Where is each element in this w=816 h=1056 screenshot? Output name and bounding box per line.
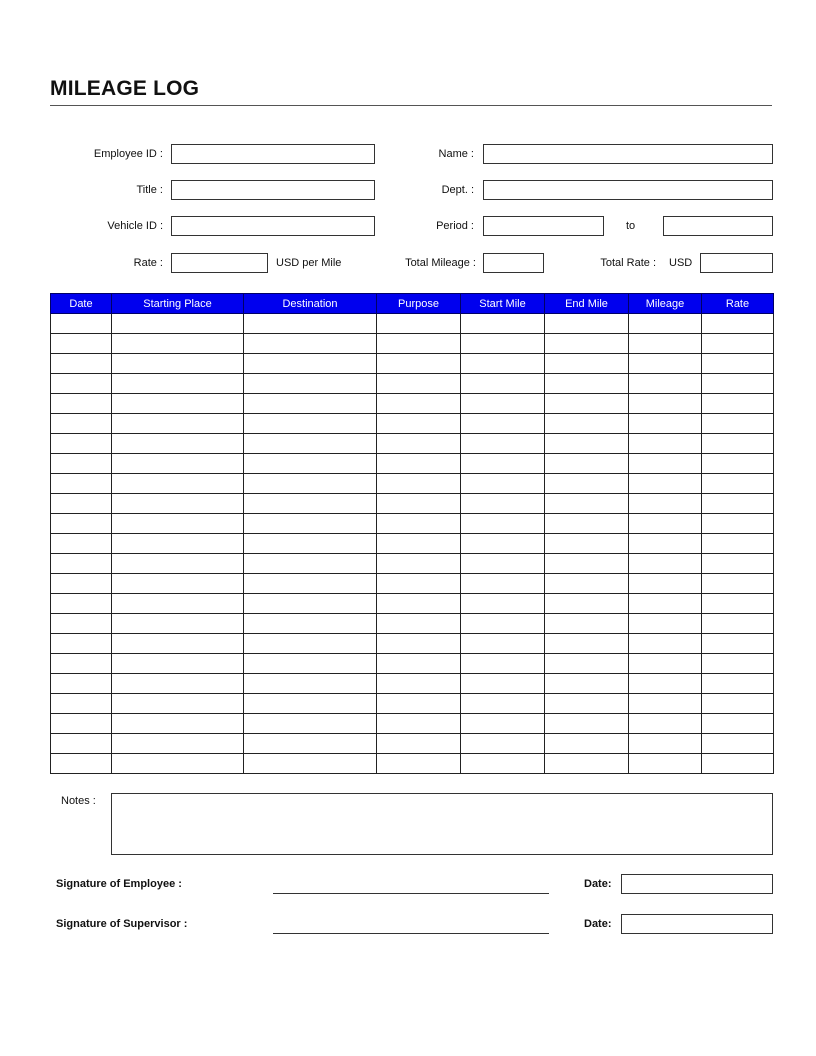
table-cell[interactable]: [51, 554, 112, 574]
table-cell[interactable]: [51, 414, 112, 434]
table-cell[interactable]: [545, 754, 629, 774]
table-cell[interactable]: [377, 614, 461, 634]
column-header-start-mile: Start Mile: [461, 294, 545, 314]
table-cell[interactable]: [377, 394, 461, 414]
table-cell[interactable]: [112, 534, 244, 554]
table-cell[interactable]: [461, 514, 545, 534]
table-cell[interactable]: [244, 654, 377, 674]
table-cell[interactable]: [629, 474, 702, 494]
table-row: [51, 694, 774, 714]
table-cell[interactable]: [244, 474, 377, 494]
table-cell[interactable]: [629, 734, 702, 754]
table-cell[interactable]: [702, 554, 774, 574]
table-cell[interactable]: [702, 534, 774, 554]
table-cell[interactable]: [244, 534, 377, 554]
table-row: [51, 514, 774, 534]
table-cell[interactable]: [629, 614, 702, 634]
table-cell[interactable]: [112, 694, 244, 714]
table-cell[interactable]: [51, 594, 112, 614]
rate-field[interactable]: [171, 253, 268, 273]
table-cell[interactable]: [629, 354, 702, 374]
table-cell[interactable]: [461, 614, 545, 634]
table-cell[interactable]: [112, 634, 244, 654]
period-end-field[interactable]: [663, 216, 773, 236]
table-cell[interactable]: [545, 594, 629, 614]
table-cell[interactable]: [702, 494, 774, 514]
table-cell[interactable]: [377, 534, 461, 554]
title-field[interactable]: [171, 180, 375, 200]
table-row: [51, 654, 774, 674]
table-cell[interactable]: [377, 754, 461, 774]
table-row: [51, 714, 774, 734]
table-cell[interactable]: [244, 554, 377, 574]
table-cell[interactable]: [545, 354, 629, 374]
employee-signature-line[interactable]: [273, 893, 549, 894]
employee-signature-label: Signature of Employee :: [56, 878, 182, 890]
period-to-label: to: [626, 220, 636, 232]
table-cell[interactable]: [702, 374, 774, 394]
table-cell[interactable]: [377, 554, 461, 574]
table-cell[interactable]: [51, 354, 112, 374]
table-cell[interactable]: [702, 474, 774, 494]
table-cell[interactable]: [545, 394, 629, 414]
table-cell[interactable]: [112, 714, 244, 734]
table-cell[interactable]: [545, 454, 629, 474]
table-cell[interactable]: [702, 754, 774, 774]
rate-label: Rate :: [133, 257, 163, 269]
table-row: [51, 474, 774, 494]
table-cell[interactable]: [629, 494, 702, 514]
table-cell[interactable]: [461, 454, 545, 474]
table-row: [51, 334, 774, 354]
table-cell[interactable]: [244, 434, 377, 454]
table-cell[interactable]: [461, 714, 545, 734]
table-cell[interactable]: [629, 654, 702, 674]
title-divider: [50, 105, 772, 106]
table-cell[interactable]: [377, 634, 461, 654]
table-cell[interactable]: [461, 474, 545, 494]
table-cell[interactable]: [545, 574, 629, 594]
table-cell[interactable]: [461, 594, 545, 614]
table-cell[interactable]: [112, 394, 244, 414]
table-cell[interactable]: [629, 634, 702, 654]
employee-date-label: Date:: [584, 878, 612, 890]
table-cell[interactable]: [702, 334, 774, 354]
table-cell[interactable]: [377, 414, 461, 434]
table-cell[interactable]: [51, 574, 112, 594]
table-row: [51, 594, 774, 614]
table-cell[interactable]: [112, 314, 244, 334]
table-cell[interactable]: [51, 374, 112, 394]
table-cell[interactable]: [629, 334, 702, 354]
table-cell[interactable]: [51, 614, 112, 634]
table-cell[interactable]: [377, 594, 461, 614]
table-cell[interactable]: [702, 654, 774, 674]
total-mileage-label: Total Mileage :: [405, 257, 476, 269]
table-cell[interactable]: [51, 434, 112, 454]
table-cell[interactable]: [377, 714, 461, 734]
table-cell[interactable]: [244, 574, 377, 594]
table-cell[interactable]: [244, 514, 377, 534]
table-cell[interactable]: [545, 314, 629, 334]
table-row: [51, 574, 774, 594]
table-cell[interactable]: [51, 694, 112, 714]
table-cell[interactable]: [545, 694, 629, 714]
table-row: [51, 754, 774, 774]
table-cell[interactable]: [461, 414, 545, 434]
total-rate-field[interactable]: [700, 253, 773, 273]
table-cell[interactable]: [629, 534, 702, 554]
table-row: [51, 454, 774, 474]
table-cell[interactable]: [461, 634, 545, 654]
table-row: [51, 494, 774, 514]
table-row: [51, 434, 774, 454]
table-row: [51, 414, 774, 434]
table-row: [51, 314, 774, 334]
table-cell[interactable]: [461, 674, 545, 694]
table-cell[interactable]: [244, 714, 377, 734]
table-cell[interactable]: [461, 734, 545, 754]
table-cell[interactable]: [702, 394, 774, 414]
table-cell[interactable]: [51, 334, 112, 354]
period-start-field[interactable]: [483, 216, 604, 236]
table-cell[interactable]: [377, 374, 461, 394]
table-cell[interactable]: [702, 354, 774, 374]
notes-field[interactable]: [111, 793, 773, 855]
name-label: Name :: [438, 148, 474, 160]
period-label: Period :: [436, 220, 474, 232]
table-cell[interactable]: [545, 414, 629, 434]
column-header-date: Date: [51, 294, 112, 314]
table-cell[interactable]: [702, 674, 774, 694]
table-cell[interactable]: [629, 754, 702, 774]
table-cell[interactable]: [702, 694, 774, 714]
column-header-end-mile: End Mile: [545, 294, 629, 314]
table-cell[interactable]: [629, 694, 702, 714]
table-cell[interactable]: [629, 554, 702, 574]
table-cell[interactable]: [51, 734, 112, 754]
table-cell[interactable]: [51, 314, 112, 334]
table-cell[interactable]: [545, 474, 629, 494]
table-cell[interactable]: [377, 474, 461, 494]
table-cell[interactable]: [244, 594, 377, 614]
table-cell[interactable]: [112, 434, 244, 454]
table-cell[interactable]: [244, 374, 377, 394]
total-mileage-field[interactable]: [483, 253, 544, 273]
table-cell[interactable]: [244, 674, 377, 694]
column-header-rate: Rate: [702, 294, 774, 314]
table-cell[interactable]: [244, 494, 377, 514]
table-cell[interactable]: [545, 734, 629, 754]
usd-per-mile-label: USD per Mile: [276, 257, 342, 269]
table-row: [51, 374, 774, 394]
table-cell[interactable]: [545, 674, 629, 694]
supervisor-date-field[interactable]: [621, 914, 773, 934]
table-cell[interactable]: [51, 754, 112, 774]
table-cell[interactable]: [112, 354, 244, 374]
supervisor-signature-line[interactable]: [273, 933, 549, 934]
vehicle-id-label: Vehicle ID :: [107, 220, 163, 232]
table-cell[interactable]: [244, 614, 377, 634]
table-cell[interactable]: [112, 614, 244, 634]
table-cell[interactable]: [702, 734, 774, 754]
dept-field[interactable]: [483, 180, 773, 200]
dept-label: Dept. :: [441, 184, 474, 196]
table-cell[interactable]: [702, 454, 774, 474]
table-cell[interactable]: [244, 394, 377, 414]
table-cell[interactable]: [51, 534, 112, 554]
table-cell[interactable]: [545, 554, 629, 574]
table-cell[interactable]: [112, 574, 244, 594]
table-cell[interactable]: [629, 374, 702, 394]
table-cell[interactable]: [51, 654, 112, 674]
table-cell[interactable]: [629, 414, 702, 434]
name-field[interactable]: [483, 144, 773, 164]
table-cell[interactable]: [112, 554, 244, 574]
vehicle-id-field[interactable]: [171, 216, 375, 236]
table-cell[interactable]: [244, 334, 377, 354]
table-cell[interactable]: [702, 634, 774, 654]
table-cell[interactable]: [244, 694, 377, 714]
table-cell[interactable]: [461, 354, 545, 374]
column-header-purpose: Purpose: [377, 294, 461, 314]
total-rate-label: Total Rate :: [600, 257, 656, 269]
table-cell[interactable]: [112, 414, 244, 434]
table-cell[interactable]: [702, 614, 774, 634]
table-row: [51, 534, 774, 554]
table-cell[interactable]: [461, 574, 545, 594]
table-row: [51, 554, 774, 574]
table-cell[interactable]: [461, 494, 545, 514]
table-cell[interactable]: [702, 714, 774, 734]
table-cell[interactable]: [545, 494, 629, 514]
table-cell[interactable]: [702, 414, 774, 434]
table-cell[interactable]: [461, 374, 545, 394]
table-cell[interactable]: [51, 494, 112, 514]
table-row: [51, 394, 774, 414]
table-cell[interactable]: [377, 654, 461, 674]
table-cell[interactable]: [112, 374, 244, 394]
table-cell[interactable]: [461, 434, 545, 454]
table-cell[interactable]: [545, 634, 629, 654]
table-cell[interactable]: [461, 334, 545, 354]
employee-date-field[interactable]: [621, 874, 773, 894]
table-cell[interactable]: [545, 654, 629, 674]
table-cell[interactable]: [461, 694, 545, 714]
table-cell[interactable]: [51, 454, 112, 474]
table-cell[interactable]: [377, 574, 461, 594]
column-header-mileage: Mileage: [629, 294, 702, 314]
table-cell[interactable]: [377, 674, 461, 694]
supervisor-date-label: Date:: [584, 918, 612, 930]
table-cell[interactable]: [629, 594, 702, 614]
table-body: [51, 314, 774, 774]
table-cell[interactable]: [51, 514, 112, 534]
table-cell[interactable]: [629, 574, 702, 594]
table-cell[interactable]: [629, 674, 702, 694]
notes-label: Notes :: [61, 795, 96, 807]
table-cell[interactable]: [629, 314, 702, 334]
table-cell[interactable]: [461, 554, 545, 574]
mileage-log-table: [50, 293, 774, 774]
table-cell[interactable]: [629, 514, 702, 534]
table-cell[interactable]: [377, 694, 461, 714]
table-cell[interactable]: [244, 354, 377, 374]
table-cell[interactable]: [377, 354, 461, 374]
table-cell[interactable]: [377, 514, 461, 534]
table-cell[interactable]: [702, 574, 774, 594]
employee-id-label: Employee ID :: [93, 148, 163, 160]
table-cell[interactable]: [629, 394, 702, 414]
table-cell[interactable]: [377, 434, 461, 454]
table-cell[interactable]: [377, 734, 461, 754]
table-row: [51, 634, 774, 654]
table-row: [51, 614, 774, 634]
column-header-destination: Destination: [244, 294, 377, 314]
table-cell[interactable]: [244, 634, 377, 654]
table-cell[interactable]: [545, 514, 629, 534]
table-cell[interactable]: [112, 754, 244, 774]
table-cell[interactable]: [545, 534, 629, 554]
table-row: [51, 674, 774, 694]
table-cell[interactable]: [244, 414, 377, 434]
supervisor-signature-label: Signature of Supervisor :: [56, 918, 188, 930]
table-cell[interactable]: [461, 314, 545, 334]
column-header-starting-place: Starting Place: [112, 294, 244, 314]
table-cell[interactable]: [702, 434, 774, 454]
table-cell[interactable]: [112, 514, 244, 534]
table-cell[interactable]: [545, 434, 629, 454]
table-cell[interactable]: [545, 614, 629, 634]
table-header-row: [51, 294, 774, 314]
table-cell[interactable]: [377, 334, 461, 354]
table-cell[interactable]: [702, 314, 774, 334]
table-cell[interactable]: [51, 634, 112, 654]
table-cell[interactable]: [702, 594, 774, 614]
table-cell[interactable]: [112, 474, 244, 494]
table-cell[interactable]: [461, 534, 545, 554]
table-cell[interactable]: [629, 454, 702, 474]
table-cell[interactable]: [377, 314, 461, 334]
table-cell[interactable]: [629, 714, 702, 734]
table-cell[interactable]: [112, 674, 244, 694]
table-cell[interactable]: [51, 474, 112, 494]
title-label: Title :: [136, 184, 163, 196]
table-cell[interactable]: [244, 314, 377, 334]
table-cell[interactable]: [112, 454, 244, 474]
table-cell[interactable]: [377, 494, 461, 514]
table-cell[interactable]: [545, 374, 629, 394]
employee-id-field[interactable]: [171, 144, 375, 164]
table-cell[interactable]: [629, 434, 702, 454]
table-cell[interactable]: [244, 734, 377, 754]
table-cell[interactable]: [377, 454, 461, 474]
table-cell[interactable]: [545, 714, 629, 734]
table-cell[interactable]: [112, 734, 244, 754]
table-row: [51, 354, 774, 374]
table-cell[interactable]: [112, 334, 244, 354]
table-cell[interactable]: [461, 654, 545, 674]
table-cell[interactable]: [244, 454, 377, 474]
table-cell[interactable]: [702, 514, 774, 534]
table-cell[interactable]: [461, 754, 545, 774]
table-cell[interactable]: [461, 394, 545, 414]
table-cell[interactable]: [51, 714, 112, 734]
table-cell[interactable]: [112, 494, 244, 514]
table-row: [51, 734, 774, 754]
page-title: MILEAGE LOG: [50, 77, 200, 100]
table-cell[interactable]: [545, 334, 629, 354]
table-cell[interactable]: [51, 394, 112, 414]
total-rate-usd-label: USD: [669, 257, 693, 269]
table-cell[interactable]: [51, 674, 112, 694]
table-cell[interactable]: [112, 594, 244, 614]
table-cell[interactable]: [244, 754, 377, 774]
table-cell[interactable]: [112, 654, 244, 674]
